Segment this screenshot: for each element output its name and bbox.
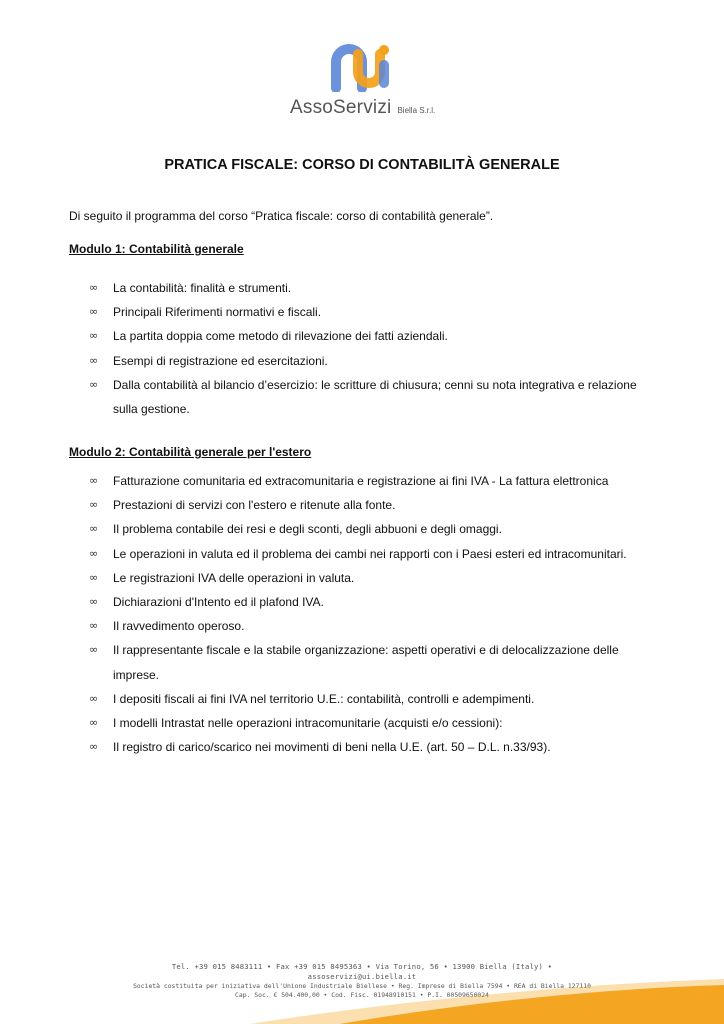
footer-contact-line: Tel. +39 015 8483111 • Fax +39 015 8495363 • Via Torino, 56 • 13900 Biella (Italy) • assoservizi@ui.biella.it <box>171 962 553 981</box>
list-item <box>0 373 724 421</box>
infinity-bullet-icon: ∞ <box>89 353 99 367</box>
list-item <box>0 469 724 493</box>
list-item-text: I modelli Intrastat nelle operazioni intracomunitarie (acquisti e/o cessioni): <box>113 716 503 731</box>
list-item <box>0 349 724 373</box>
infinity-bullet-icon: ∞ <box>89 691 99 705</box>
infinity-bullet-icon: ∞ <box>89 281 99 294</box>
module-2-list <box>0 469 724 759</box>
brand-main-text: AssoServizi <box>290 97 392 118</box>
list-item <box>0 324 724 348</box>
list-item <box>0 542 724 566</box>
infinity-bullet-icon: ∞ <box>89 595 99 609</box>
module-1-list <box>0 276 724 421</box>
intro-paragraph: Di seguito il programma del corso “Pratica fiscale: corso di contabilità generale”. <box>69 209 494 223</box>
list-item <box>0 638 724 686</box>
list-item-text: Principali Riferimenti normativi e fiscali. <box>113 305 322 320</box>
footer-capital-line: Cap. Soc. € 504.400,00 • Cod. Fisc. 01948910151 • P.I. 00509650024 <box>235 991 489 999</box>
infinity-bullet-icon: ∞ <box>89 546 99 560</box>
list-item-text: Esempi di registrazione ed esercitazioni. <box>113 353 328 368</box>
assoservizi-logo <box>330 42 394 92</box>
footer-registration-line: Società costituita per iniziativa dell'Unione Industriale Biellese • Reg. Imprese di Biella 7594 • REA di Biella 127110 <box>133 982 591 990</box>
list-item-text: Le operazioni in valuta ed il problema dei cambi nei rapporti con i Paesi esteri ed intracomunitari. <box>113 546 627 561</box>
list-item-text: I depositi fiscali ai fini IVA nel territorio U.E.: contabilità, controlli e adempimenti. <box>113 691 535 706</box>
infinity-bullet-icon: ∞ <box>89 570 99 584</box>
list-item <box>0 566 724 590</box>
document-title: PRATICA FISCALE: CORSO DI CONTABILITÀ GENERALE <box>164 157 560 173</box>
infinity-bullet-icon: ∞ <box>89 740 99 754</box>
list-item-text: Il problema contabile dei resi e degli sconti, degli abbuoni e degli omaggi. <box>113 522 502 537</box>
list-item <box>0 276 724 300</box>
list-item-text: Prestazioni di servizi con l'estero e ritenute alla fonte. <box>113 498 396 513</box>
infinity-bullet-icon: ∞ <box>89 643 99 657</box>
list-item <box>0 300 724 324</box>
list-item <box>0 590 724 614</box>
list-item-text: Fatturazione comunitaria ed extracomunitaria e registrazione ai fini IVA - La fattura elettronica <box>113 474 609 488</box>
infinity-bullet-icon: ∞ <box>89 716 99 730</box>
list-item-text: La contabilità: finalità e strumenti. <box>113 281 292 295</box>
list-item-text: Il ravvedimento operoso. <box>113 619 245 634</box>
list-item-text: Dichiarazioni d'Intento ed il plafond IVA. <box>113 595 324 610</box>
list-item-text: La partita doppia come metodo di rilevazione dei fatti aziendali. <box>113 329 448 344</box>
infinity-bullet-icon: ∞ <box>89 305 99 319</box>
list-item-text: Le registrazioni IVA delle operazioni in valuta. <box>113 570 355 585</box>
infinity-bullet-icon: ∞ <box>89 498 99 512</box>
list-item <box>0 493 724 517</box>
module-1-heading: Modulo 1: Contabilità generale <box>69 242 244 256</box>
orange-swoosh-decoration <box>250 975 724 1024</box>
list-item <box>0 735 724 759</box>
infinity-bullet-icon: ∞ <box>89 619 99 633</box>
module-2-heading: Modulo 2: Contabilità generale per l'estero <box>69 445 312 459</box>
list-item <box>0 687 724 711</box>
list-item <box>0 711 724 735</box>
list-item <box>0 517 724 541</box>
infinity-bullet-icon: ∞ <box>89 329 99 343</box>
infinity-bullet-icon: ∞ <box>89 522 99 536</box>
list-item <box>0 614 724 638</box>
brand-suffix-text: Biella S.r.l. <box>397 106 436 115</box>
list-item-text: Il registro di carico/scarico nei movimenti di beni nella U.E. (art. 50 – D.L. n.33/93). <box>113 740 551 755</box>
infinity-bullet-icon: ∞ <box>89 377 99 391</box>
list-item-text: Il rappresentante fiscale e la stabile organizzazione: aspetti operativi e di delocalizzazione delle imprese. <box>113 643 619 682</box>
brand-name <box>290 97 435 119</box>
list-item-text: Dalla contabilità al bilancio d’esercizio: le scritture di chiusura; cenni su nota integrativa e relazione sulla gestione. <box>113 377 637 417</box>
infinity-bullet-icon: ∞ <box>89 474 99 487</box>
